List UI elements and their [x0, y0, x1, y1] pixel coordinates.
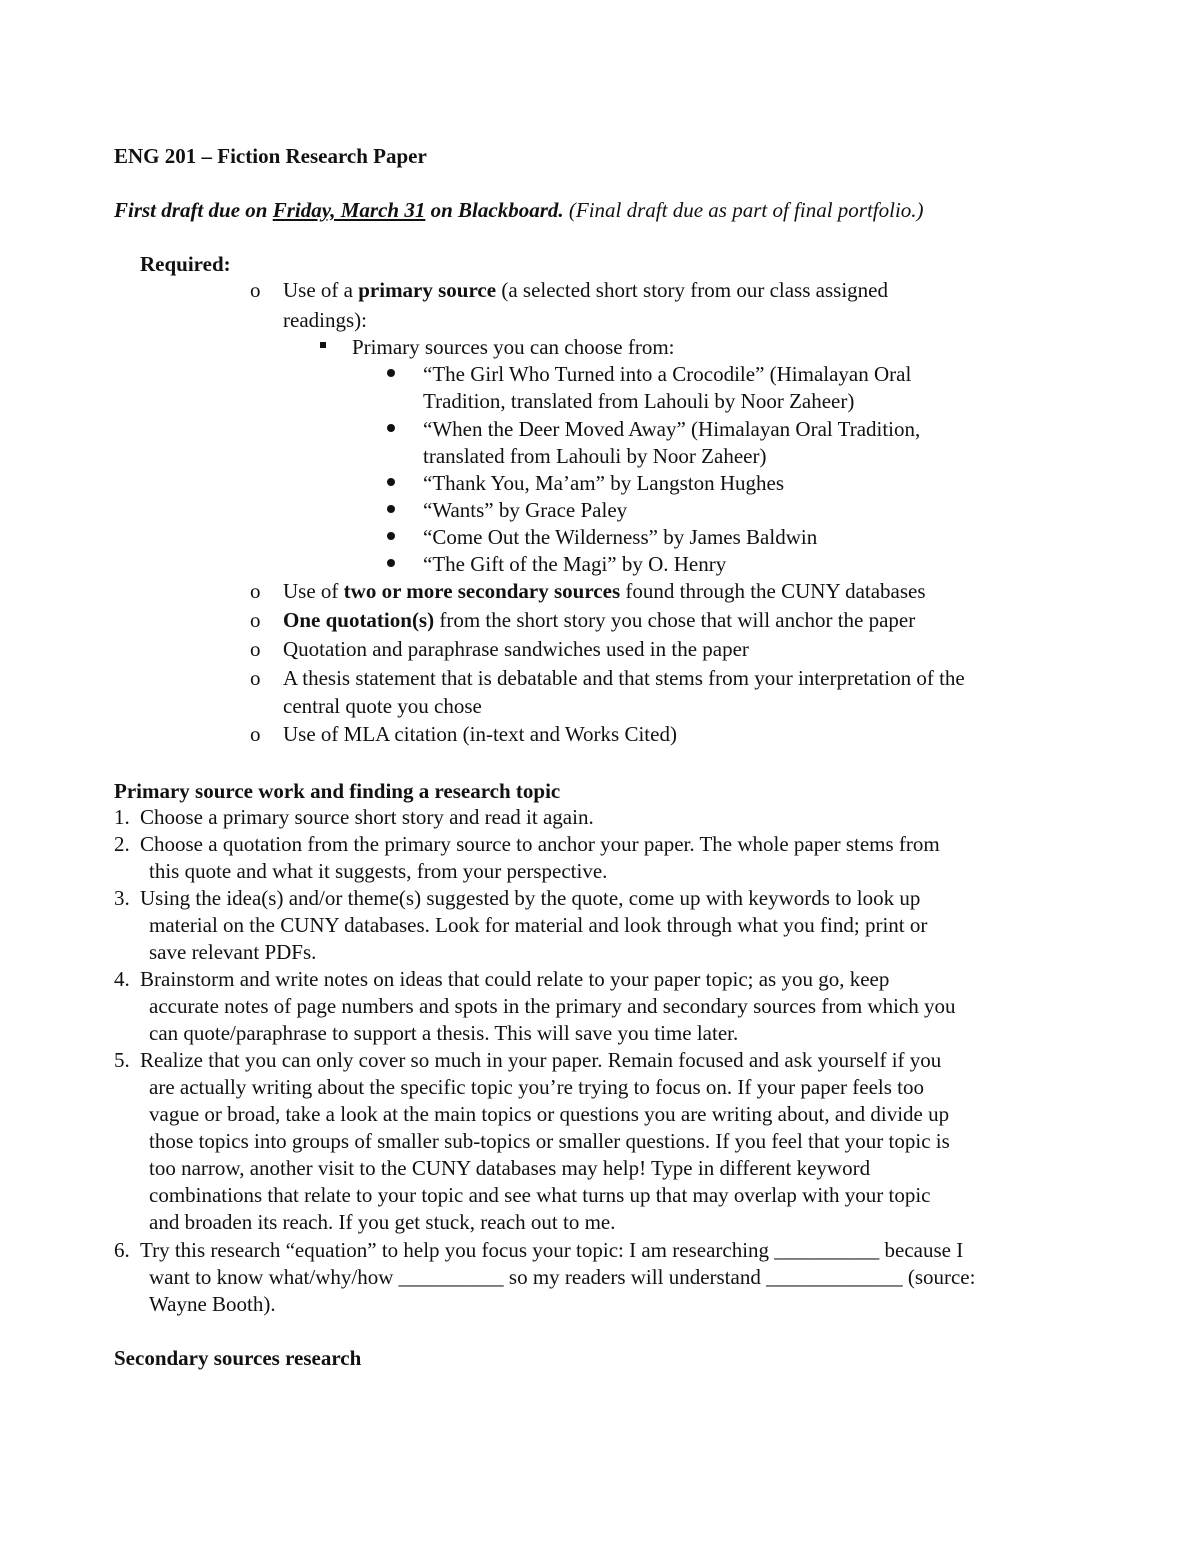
step-line: too narrow, another visit to the CUNY databases may help! Type in different keyword: [149, 1156, 871, 1180]
list-bullet-o: o: [250, 608, 261, 632]
item-text-bold: One quotation(s): [283, 608, 435, 632]
step-line: Wayne Booth).: [149, 1292, 276, 1316]
required-item-secondary-sources: [283, 578, 926, 605]
story-item-cont: translated from Lahouli by Noor Zaheer): [423, 444, 767, 468]
step-line: Using the idea(s) and/or theme(s) suggested by the quote, come up with keywords to look up: [140, 886, 921, 910]
dot-bullet-icon: [387, 559, 395, 567]
step-line: can quote/paraphrase to support a thesis. This will save you time later.: [149, 1021, 739, 1045]
item-text-bold: primary source: [358, 278, 497, 302]
step-line: are actually writing about the specific topic you’re trying to focus on. If your paper feels too: [149, 1075, 924, 1099]
list-bullet-o: o: [250, 637, 261, 661]
dot-bullet-icon: [387, 532, 395, 540]
step-line: combinations that relate to your topic and see what turns up that may overlap with your topic: [149, 1183, 931, 1207]
step-number: 6.: [114, 1238, 130, 1262]
item-text: from the short story you chose that will anchor the paper: [434, 608, 916, 632]
story-item: “The Girl Who Turned into a Crocodile” (Himalayan Oral: [423, 362, 912, 386]
due-line: [114, 197, 924, 224]
square-bullet-icon: [320, 342, 326, 348]
dot-bullet-icon: [387, 424, 395, 432]
story-item: “Wants” by Grace Paley: [423, 498, 628, 522]
due-note: (Final draft due as part of final portfolio.): [563, 198, 924, 222]
story-item: “Come Out the Wilderness” by James Baldwin: [423, 525, 818, 549]
required-item-mla: Use of MLA citation (in-text and Works Cited): [283, 722, 677, 746]
due-text-2: on Blackboard.: [425, 198, 564, 222]
step-line: vague or broad, take a look at the main topics or questions you are writing about, and divide up: [149, 1102, 950, 1126]
required-item-primary-source: [283, 277, 888, 304]
step-line: accurate notes of page numbers and spots in the primary and secondary sources from which you: [149, 994, 956, 1018]
step-line: this quote and what it suggests, from your perspective.: [149, 859, 608, 883]
step-line: save relevant PDFs.: [149, 940, 317, 964]
dot-bullet-icon: [387, 478, 395, 486]
list-bullet-o: o: [250, 722, 261, 746]
step-number: 3.: [114, 886, 130, 910]
step-line: Try this research “equation” to help you focus your topic: I am researching __________ because I: [140, 1238, 964, 1262]
required-item-primary-source-cont: readings):: [283, 308, 367, 332]
list-bullet-o: o: [250, 278, 261, 302]
step-line: Choose a primary source short story and read it again.: [140, 805, 594, 829]
step-line: Brainstorm and write notes on ideas that could relate to your paper topic; as you go, keep: [140, 967, 890, 991]
step-number: 4.: [114, 967, 130, 991]
list-bullet-o: o: [250, 666, 261, 690]
required-item-quotation: [283, 607, 915, 634]
document-title: ENG 201 – Fiction Research Paper: [114, 144, 427, 168]
story-item: “Thank You, Ma’am” by Langston Hughes: [423, 471, 785, 495]
required-heading: Required:: [140, 252, 231, 276]
story-item: “When the Deer Moved Away” (Himalayan Oral Tradition,: [423, 417, 921, 441]
step-line: Choose a quotation from the primary source to anchor your paper. The whole paper stems from: [140, 832, 940, 856]
primary-sources-subheading: Primary sources you can choose from:: [352, 335, 675, 359]
story-item: “The Gift of the Magi” by O. Henry: [423, 552, 727, 576]
item-text: Use of a: [283, 278, 359, 302]
item-text: found through the CUNY databases: [620, 579, 926, 603]
step-number: 1.: [114, 805, 130, 829]
required-item-thesis: A thesis statement that is debatable and that stems from your interpretation of the: [283, 666, 965, 690]
step-line: Realize that you can only cover so much in your paper. Remain focused and ask yourself if you: [140, 1048, 942, 1072]
item-text: (a selected short story from our class assigned: [496, 278, 888, 302]
dot-bullet-icon: [387, 369, 395, 377]
section-heading-primary-source-work: Primary source work and finding a research topic: [114, 779, 561, 803]
step-number: 5.: [114, 1048, 130, 1072]
step-line: want to know what/why/how __________ so my readers will understand _____________ (source:: [149, 1265, 976, 1289]
step-line: and broaden its reach. If you get stuck, reach out to me.: [149, 1210, 616, 1234]
item-text-bold: two or more secondary sources: [343, 579, 621, 603]
section-heading-secondary-sources: Secondary sources research: [114, 1346, 362, 1370]
step-line: material on the CUNY databases. Look for material and look through what you find; print or: [149, 913, 928, 937]
required-item-thesis-cont: central quote you chose: [283, 694, 482, 718]
required-item-sandwiches: Quotation and paraphrase sandwiches used in the paper: [283, 637, 749, 661]
dot-bullet-icon: [387, 505, 395, 513]
item-text: Use of: [283, 579, 344, 603]
step-number: 2.: [114, 832, 130, 856]
due-text-1: First draft due on: [114, 198, 273, 222]
due-date: Friday, March 31: [272, 198, 426, 222]
step-line: those topics into groups of smaller sub-topics or smaller questions. If you feel that your topic is: [149, 1129, 950, 1153]
story-item-cont: Tradition, translated from Lahouli by Noor Zaheer): [423, 389, 855, 413]
list-bullet-o: o: [250, 579, 261, 603]
